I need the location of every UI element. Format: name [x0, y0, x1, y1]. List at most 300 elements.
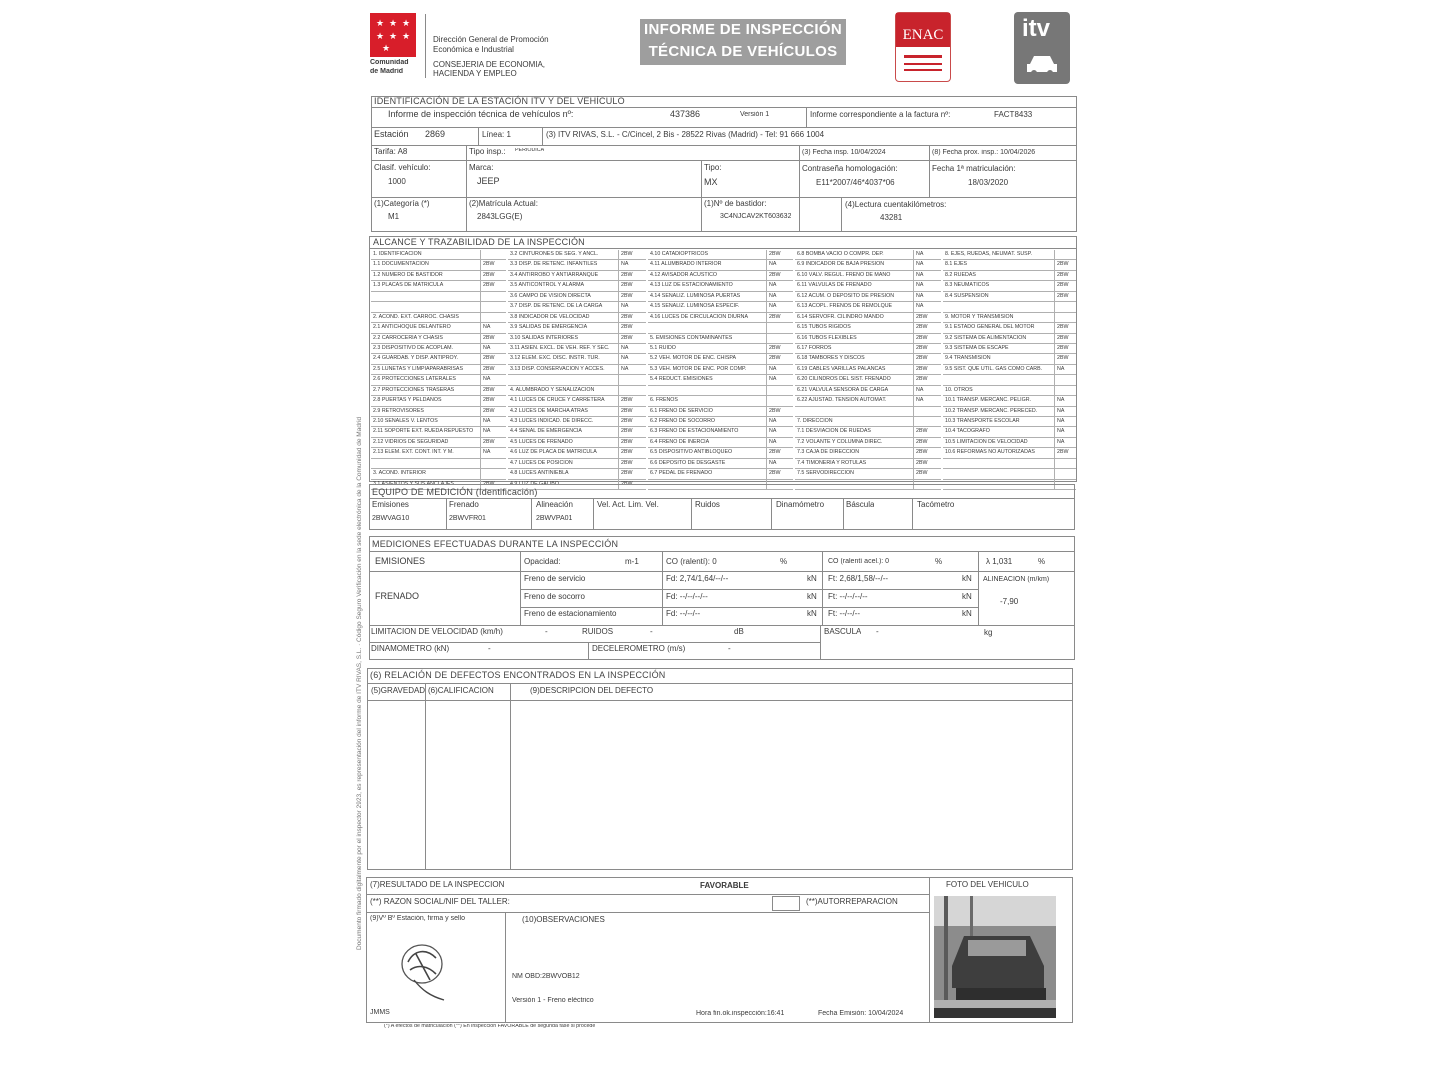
alcance-item-label: 6.19 CABLES VARILLAS PALANCAS	[797, 365, 886, 372]
alcance-item-label: 8. EJES, RUEDAS, NEUMÁT. SUSP.	[945, 251, 1033, 257]
alineacion-label: ALINEACIÓN (m/km)	[983, 576, 1050, 583]
alcance-item-status: NA	[769, 438, 777, 445]
alcance-row	[371, 271, 506, 281]
alcance-item-status: 2BW	[621, 397, 633, 404]
defectos-section	[367, 668, 1073, 870]
alcance-row	[795, 417, 941, 427]
alcance-item-label: 9.5 SIST. QUE UTIL. GAS COMO CARB.	[945, 365, 1043, 372]
alcance-item-label: 6.12 ACUM. O DEPÓSITO DE PRESIÓN	[797, 292, 895, 299]
mediciones-title: MEDICIONES EFECTUADAS DURANTE LA INSPECCIÓN	[372, 539, 619, 549]
alcance-item-label: 9.3 SISTEMA DE ESCAPE	[945, 344, 1009, 351]
alcance-item-status: 2BW	[483, 334, 495, 341]
alcance-row	[943, 438, 1076, 448]
alcance-row	[648, 344, 793, 354]
alcance-item-status: 2BW	[1057, 292, 1069, 299]
alcance-row	[795, 448, 941, 458]
alcance-column	[795, 250, 941, 490]
alcance-row	[648, 334, 793, 344]
alcance-item-status: 2BW	[1057, 344, 1069, 351]
alcance-row	[508, 344, 646, 354]
alcance-item-label: 4.2 LUCES DE MARCHA ATRÁS	[510, 407, 588, 414]
alcance-row	[795, 407, 941, 417]
alcance-item-label: 2.8 PUERTAS Y PELDAÑOS	[373, 397, 442, 404]
alcance-row	[508, 427, 646, 437]
alcance-item-label: 7. DIRECCIÓN	[797, 418, 833, 424]
alcance-item-status: 2BW	[483, 282, 495, 289]
alcance-item-label: 6.15 TUBOS RÍGIDOS	[797, 324, 851, 331]
alcance-item-status: NA	[916, 397, 924, 404]
alcance-row	[371, 396, 506, 406]
alcance-item-label: 4.11 ALUMBRADO INTERIOR	[650, 261, 722, 268]
alcance-item-status: 2BW	[769, 251, 781, 257]
alcance-item-label: 7.5 SERVODIRECCIÓN	[797, 470, 855, 477]
alcance-column	[943, 250, 1076, 490]
alcance-item-label: 2.11 SOPORTE EXT. RUEDA REPUESTO	[373, 428, 474, 435]
alcance-item-label: 6.9 INDICADOR DE BAJA PRESIÓN	[797, 261, 885, 268]
alcance-item-status: NA	[769, 292, 777, 299]
alcance-item-status: NA	[769, 261, 777, 268]
alcance-item-label: 3.10 SALIDAS INTERIORES	[510, 334, 579, 341]
ruidos-label: RUIDOS	[582, 628, 614, 636]
freno-estac-fd-unit: kN	[807, 610, 817, 618]
col-gravedad: (5)GRAVEDAD	[371, 687, 426, 695]
alcance-item-status: 2BW	[1057, 334, 1069, 341]
categoria-label: (1)Categoría (*)	[374, 200, 430, 208]
alcance-item-label: 6. FRENOS	[650, 397, 678, 404]
vehicle-photo	[934, 896, 1056, 1018]
equipo-emisiones-value: 2BWVAG10	[372, 515, 410, 522]
alcance-item-status: 2BW	[621, 480, 633, 487]
alcance-item-status: 2BW	[916, 324, 928, 331]
alcance-item-status: 2BW	[916, 344, 928, 351]
alcance-row	[943, 459, 1076, 469]
freno-estac-fd: Fd: --/--/--	[666, 610, 701, 618]
alcance-row	[648, 417, 793, 427]
alcance-row	[508, 354, 646, 364]
alcance-item-status: 2BW	[916, 449, 928, 456]
alcance-item-label: 2.1 ANTICHOQUE DELANTERO	[373, 324, 451, 331]
resultado-value: FAVORABLE	[700, 882, 749, 890]
alcance-item-status: 2BW	[483, 261, 495, 268]
alcance-row	[795, 302, 941, 312]
alcance-item-label: 9.4 TRANSMISIÓN	[945, 355, 991, 362]
alcance-item-status: NA	[621, 365, 629, 372]
alcance-item-label: 6.17 FORROS	[797, 344, 832, 351]
alcance-item-status: 2BW	[621, 313, 633, 320]
alcance-item-status: 2BW	[621, 292, 633, 299]
alcance-item-status: 2BW	[621, 407, 633, 414]
matricula-value: 2843LGG(E)	[477, 213, 523, 221]
alcance-item-label: 6.22 AJUSTAD. TENSIÓN AUTOMÁT.	[797, 397, 887, 404]
alcance-row	[795, 396, 941, 406]
dept-line-2: Económica e Industrial	[433, 46, 514, 54]
fecha-matric-value: 18/03/2020	[968, 179, 1009, 187]
alcance-item-label: 8.3 NEUMÁTICOS	[945, 282, 990, 289]
alcance-row	[943, 448, 1076, 458]
freno-servicio-fd-unit: kN	[807, 575, 817, 583]
lambda: λ 1,031	[986, 558, 1013, 566]
alcance-row	[371, 334, 506, 344]
alcance-item-status: 2BW	[1057, 449, 1069, 456]
fecha-prox: (8) Fecha prox. insp.: 10/04/2026	[932, 149, 1036, 156]
alcance-row	[371, 344, 506, 354]
alcance-row	[943, 396, 1076, 406]
freno-estac-ft: Ft: --/--/--	[828, 610, 860, 618]
opacidad-label: Opacidad:	[524, 558, 561, 566]
lambda-unit: %	[1038, 558, 1046, 566]
hora-fin: Hora fin.ok.inspección:16:41	[696, 1010, 785, 1017]
alcance-item-status: NA	[916, 282, 924, 289]
alcance-row	[943, 354, 1076, 364]
alcance-item-status: 2BW	[769, 407, 781, 414]
tipo-value: MX	[704, 178, 718, 187]
alcance-row	[371, 260, 506, 270]
alcance-row	[795, 365, 941, 375]
alcance-row	[648, 281, 793, 291]
alcance-item-label: 10. OTROS	[945, 386, 973, 393]
foto-label: FOTO DEL VEHÍCULO	[946, 881, 1029, 889]
alcance-item-label: 2.4 GUARDAB. Y DISP. ANTIPROY.	[373, 355, 458, 362]
alcance-row	[371, 459, 506, 469]
alcance-row	[795, 281, 941, 291]
alcance-column	[648, 250, 793, 490]
alcance-row	[943, 292, 1076, 302]
alcance-item-label: 8.1 EJES	[945, 261, 968, 268]
alcance-row	[648, 292, 793, 302]
contrasena-value: E11*2007/46*4037*06	[816, 179, 895, 187]
alcance-column	[508, 250, 646, 490]
alcance-item-label: 4.15 SEÑALIZ. LUMINOSA ESPECIF.	[650, 303, 740, 310]
marca-label: Marca:	[469, 164, 494, 172]
matricula-label: (2)Matrícula Actual:	[469, 200, 538, 208]
alcance-item-status: 2BW	[621, 334, 633, 341]
alcance-item-label: 3.11 ASIEN. EXCL. DE VEH. REF. Y SEC.	[510, 344, 610, 351]
fecha-matric-label: Fecha 1ª matriculación:	[932, 165, 1016, 173]
col-calificacion: (6)CALIFICACIÓN	[428, 687, 494, 695]
alcance-row	[943, 323, 1076, 333]
alcance-item-label: 3.5 ANTICONTROL Y ALARMA	[510, 282, 585, 289]
fecha-insp: (3) Fecha insp. 10/04/2024	[802, 149, 886, 156]
alcance-row	[371, 302, 506, 312]
alcance-item-status: NA	[1057, 418, 1065, 424]
alcance-row	[795, 469, 941, 479]
alcance-item-status: 2BW	[621, 449, 633, 456]
alcance-row	[795, 386, 941, 396]
dept-line-3: CONSEJERÍA DE ECONOMÍA,	[433, 61, 546, 69]
bastidor-value: 3C4NJCAV2KT603632	[720, 213, 792, 220]
alcance-row	[648, 459, 793, 469]
alcance-item-status: NA	[483, 344, 491, 351]
informe-number: 437386	[670, 110, 701, 119]
freno-socorro-ft: Ft: --/--/--/--	[828, 593, 868, 601]
freno-socorro-label: Freno de socorro	[524, 593, 585, 601]
alcance-row	[795, 344, 941, 354]
alcance-row	[508, 313, 646, 323]
equipo-alineacion-value: 2BWVPA01	[536, 515, 573, 522]
alcance-item-status: NA	[769, 376, 777, 383]
alcance-row	[943, 386, 1076, 396]
observaciones-line-1: NM OBD:2BWVOB12	[512, 973, 580, 980]
alcance-item-status: 2BW	[483, 438, 495, 445]
identificacion-title: IDENTIFICACIÓN DE LA ESTACIÓN ITV Y DEL VEHÍCULO	[374, 96, 625, 106]
alcance-item-label: 3.12 ELEM. EXC. DISC. INSTR. TUR.	[510, 355, 600, 362]
alcance-row	[795, 438, 941, 448]
alcance-item-label: 2.7 PROTECCIONES TRASERAS	[373, 386, 455, 393]
alcance-item-status: 2BW	[1057, 355, 1069, 362]
ruidos-value: -	[650, 628, 653, 636]
alcance-item-label: 6.13 ACOPL. FRENOS DE REMOLQUE	[797, 303, 893, 310]
alcance-item-label: 7.4 TIMONERÍA Y RÓTULAS	[797, 459, 867, 466]
alcance-item-status: 2BW	[621, 470, 633, 477]
alcance-item-status: NA	[916, 303, 924, 310]
alcance-row	[508, 302, 646, 312]
itv-logo	[1014, 12, 1070, 84]
frenado-label: FRENADO	[375, 592, 420, 601]
tarifa: Tarifa: A8	[374, 148, 408, 156]
alcance-item-label: 3. ACOND. INTERIOR	[373, 470, 426, 477]
decelerometro-value: -	[728, 645, 731, 653]
alcance-item-status: NA	[769, 418, 777, 424]
marca-value: JEEP	[477, 177, 500, 186]
resultado-label: (7)RESULTADO DE LA INSPECCIÓN	[370, 881, 505, 889]
alcance-item-status: NA	[769, 428, 777, 435]
footnote: (*) A efectos de matriculación (**) En inspección FAVORABLE de segunda fase si procede	[384, 1024, 596, 1029]
alcance-row	[371, 386, 506, 396]
factura-number: FACT8433	[994, 111, 1033, 119]
tipo-insp: PERIÓDICA	[515, 148, 545, 153]
alcance-item-label: 4.14 SEÑALIZ. LUMINOSA PUERTAS	[650, 292, 741, 299]
alcance-item-status: 2BW	[621, 459, 633, 466]
car-icon	[1024, 52, 1060, 78]
alcance-row	[795, 323, 941, 333]
alcance-row	[508, 407, 646, 417]
alcance-row	[508, 281, 646, 291]
informe-label: Informe de inspección técnica de vehículos nº:	[388, 110, 574, 119]
equipo-frenado-value: 2BWVFR01	[449, 515, 486, 522]
alcance-item-label: 6.6 DEPÓSITO DE DESGASTE	[650, 459, 726, 466]
alcance-item-label: 8.2 RUEDAS	[945, 271, 976, 278]
alcance-item-label: 6.11 VÁLVULAS DE FRENADO	[797, 282, 872, 289]
alcance-row	[371, 250, 506, 260]
alcance-item-label: 4.10 CATADIÓPTRICOS	[650, 251, 709, 257]
fecha-emision: Fecha Emisión: 10/04/2024	[818, 1010, 904, 1017]
alcance-row	[943, 407, 1076, 417]
alcance-item-status: 2BW	[769, 313, 781, 320]
lectura-label: (4)Lectura cuentakilómetros:	[845, 201, 947, 209]
alcance-item-label: 3.9 SALIDAS DE EMERGENCIA	[510, 324, 588, 331]
alcance-row	[508, 292, 646, 302]
alcance-row	[508, 386, 646, 396]
alcance-row	[648, 313, 793, 323]
alcance-item-label: 4.8 LUCES ANTINIEBLA	[510, 470, 569, 477]
alcance-item-label: 9. MOTOR Y TRANSMISIÓN	[945, 313, 1014, 320]
alcance-row	[648, 250, 793, 260]
alcance-item-status: 2BW	[483, 407, 495, 414]
alcance-row	[371, 292, 506, 302]
version: Versión 1	[740, 111, 770, 118]
alcance-row	[648, 260, 793, 270]
ruidos-unit: dB	[734, 628, 744, 636]
alcance-item-label: 2. ACOND. EXT. CARROC. CHASIS	[373, 313, 459, 320]
equipo-tacometro-label: Tacómetro	[917, 501, 955, 509]
co-ralenti: CO (ralentí): 0	[666, 558, 717, 566]
alcance-row	[371, 407, 506, 417]
co-ralenti-acel: CO (ralentí acel.): 0	[828, 558, 890, 565]
bastidor-label: (1)Nº de bastidor:	[704, 200, 767, 208]
alcance-item-status: 2BW	[916, 470, 928, 477]
alcance-item-label: 3.2 CINTURONES DE SEG. Y ANCL.	[510, 251, 599, 257]
alcance-row	[508, 459, 646, 469]
alcance-item-status: NA	[769, 459, 777, 466]
alcance-item-status: NA	[1057, 397, 1065, 404]
alcance-item-status: 2BW	[916, 438, 928, 445]
alcance-item-status: NA	[916, 386, 924, 393]
alcance-item-status: 2BW	[1057, 282, 1069, 289]
alcance-item-status: 2BW	[916, 334, 928, 341]
alcance-row	[943, 260, 1076, 270]
alcance-item-label: 6.20 CILINDROS DEL SIST. FRENADO	[797, 376, 891, 383]
alcance-item-label: 4.4 SEÑAL DE EMERGENCIA	[510, 428, 582, 435]
alcance-item-label: 10.6 REFORMAS NO AUTORIZADAS	[945, 449, 1035, 456]
alcance-item-label: 4.5 LUCES DE FRENADO	[510, 438, 573, 445]
freno-socorro-fd: Fd: --/--/--/--	[666, 593, 708, 601]
alcance-item-label: 1. IDENTIFICACIÓN	[373, 251, 422, 257]
alcance-item-label: 4.13 LUZ DE ESTACIONAMIENTO	[650, 282, 733, 289]
alcance-item-status: 2BW	[621, 282, 633, 289]
freno-servicio-ft-unit: kN	[962, 575, 972, 583]
alcance-row	[371, 469, 506, 479]
alcance-row	[795, 250, 941, 260]
alcance-item-status: NA	[621, 344, 629, 351]
alcance-row	[795, 271, 941, 281]
alcance-item-status: 2BW	[769, 470, 781, 477]
alcance-item-status: NA	[483, 449, 491, 456]
estacion-number: 2869	[425, 130, 446, 139]
alcance-item-label: 6.14 SERVOFR. CILINDRO MANDO	[797, 313, 884, 320]
alcance-row	[371, 281, 506, 291]
alcance-item-label: 6.1 FRENO DE SERVICIO	[650, 407, 713, 414]
alcance-row	[371, 323, 506, 333]
alcance-item-label: 2.12 VIDRIOS DE SEGURIDAD	[373, 438, 449, 445]
alcance-item-status: 2BW	[621, 251, 633, 257]
alcance-item-label: 6.16 TUBOS FLEXIBLES	[797, 334, 857, 341]
alcance-row	[508, 448, 646, 458]
alcance-item-label: 1.2 NÚMERO DE BASTIDOR	[373, 271, 443, 278]
equipo-frenado-label: Frenado	[449, 501, 479, 509]
alcance-item-status: 2BW	[916, 313, 928, 320]
alcance-item-label: 4.6 LUZ DE PLACA DE MATRÍCULA	[510, 449, 597, 456]
alcance-item-status: 2BW	[483, 365, 495, 372]
alcance-item-status: 2BW	[916, 428, 928, 435]
itv-text: itv	[1022, 16, 1051, 42]
alcance-item-label: 6.18 TAMBORES Y DISCOS	[797, 355, 865, 362]
bascula-unit: kg	[984, 629, 993, 637]
dinamometro-value: -	[488, 645, 491, 653]
alcance-item-status: 2BW	[769, 344, 781, 351]
alcance-row	[648, 427, 793, 437]
alcance-row	[943, 334, 1076, 344]
alcance-row	[795, 354, 941, 364]
alcance-item-label: 10.5 LIMITACIÓN DE VELOCIDAD	[945, 438, 1028, 445]
alcance-row	[943, 271, 1076, 281]
enac-text: ENAC	[896, 13, 950, 47]
alcance-item-status: 2BW	[1057, 261, 1069, 268]
alcance-row	[943, 365, 1076, 375]
alcance-row	[648, 448, 793, 458]
alcance-row	[371, 354, 506, 364]
alcance-row	[943, 250, 1076, 260]
alcance-item-label: 1.3 PLACAS DE MATRÍCULA	[373, 282, 444, 289]
alcance-item-status: NA	[1057, 407, 1065, 414]
alcance-item-status: 2BW	[916, 365, 928, 372]
alcance-row	[943, 469, 1076, 479]
alcance-row	[648, 365, 793, 375]
alcance-row	[648, 469, 793, 479]
alcance-item-label: 10.2 TRANSP. MERCANC. PERECED.	[945, 407, 1038, 414]
alcance-title: ALCANCE Y TRAZABILIDAD DE LA INSPECCIÓN	[373, 237, 585, 247]
dept-line-4: HACIENDA Y EMPLEO	[433, 70, 517, 78]
alcance-item-label: 7.1 DESVIACIÓN DE RUEDAS	[797, 428, 871, 435]
alcance-item-label: 5.3 VEH. MOTOR DE ENC. POR COMP.	[650, 365, 747, 372]
alcance-item-label: 2.6 PROTECCIONES LATERALES	[373, 376, 456, 383]
alineacion-value: -7,90	[1000, 598, 1019, 606]
alcance-item-label: 6.7 PEDAL DE FRENADO	[650, 470, 713, 477]
alcance-item-label: 5.4 REDUCT. EMISIONES	[650, 376, 713, 383]
alcance-row	[795, 292, 941, 302]
alcance-row	[943, 281, 1076, 291]
factura-label: Informe correspondiente a la factura nº:	[810, 111, 951, 119]
equipo-emisiones-label: Emisiones	[372, 501, 409, 509]
alcance-item-label: 6.5 DISPOSITIVO ANTIBLOQUEO	[650, 449, 733, 456]
opacidad-unit: m-1	[625, 558, 639, 566]
alcance-item-status: 2BW	[483, 480, 495, 487]
alcance-item-label: 4.9 LUZ DE GÁLIBO	[510, 480, 559, 487]
alcance-row	[508, 365, 646, 375]
alcance-row	[795, 334, 941, 344]
alcance-row	[795, 375, 941, 385]
freno-servicio-label: Freno de servicio	[524, 575, 586, 583]
alcance-item-status: 2BW	[483, 386, 495, 393]
alcance-item-status: 2BW	[916, 376, 928, 383]
alcance-item-status: NA	[916, 251, 924, 257]
alcance-row	[943, 417, 1076, 427]
limitacion-value: -	[545, 628, 548, 636]
equipo-alineacion-label: Alineación	[536, 501, 573, 509]
categoria-value: M1	[388, 213, 400, 221]
alcance-item-label: 3.3 DISP. DE RETENC. INFANTILES	[510, 261, 598, 268]
co-ralenti-unit: %	[780, 558, 788, 566]
alcance-row	[508, 417, 646, 427]
alcance-item-label: 2.10 SEÑALES V. LENTOS	[373, 418, 438, 424]
alcance-item-status: 2BW	[769, 355, 781, 362]
alcance-item-label: 2.13 ELEM. EXT. CONT. INT. Y M.	[373, 449, 454, 456]
alcance-row	[648, 407, 793, 417]
equipo-vel-label: Vel. Act. Lim. Vel.	[597, 501, 659, 509]
alcance-row	[508, 323, 646, 333]
alcance-item-status: NA	[1057, 365, 1065, 372]
tipo-insp-label: Tipo insp.:	[469, 148, 506, 156]
alcance-item-label: 6.3 FRENO DE ESTACIONAMIENTO	[650, 428, 739, 435]
alcance-row	[508, 438, 646, 448]
alcance-item-label: 2.2 CARROCERÍA Y CHASIS	[373, 334, 443, 341]
alcance-item-label: 5. EMISIONES CONTAMINANTES	[650, 334, 733, 341]
alcance-item-label: 10.1 TRANSP. MERCANC. PELIGR.	[945, 397, 1032, 404]
alcance-column	[371, 250, 506, 490]
alcance-item-label: 3.13 DISP. CONSERVACIÓN Y ACCES.	[510, 365, 605, 372]
alcance-item-status: NA	[483, 428, 491, 435]
alcance-item-label: 1.1 DOCUMENTACIÓN	[373, 261, 429, 268]
document-title	[640, 19, 846, 65]
